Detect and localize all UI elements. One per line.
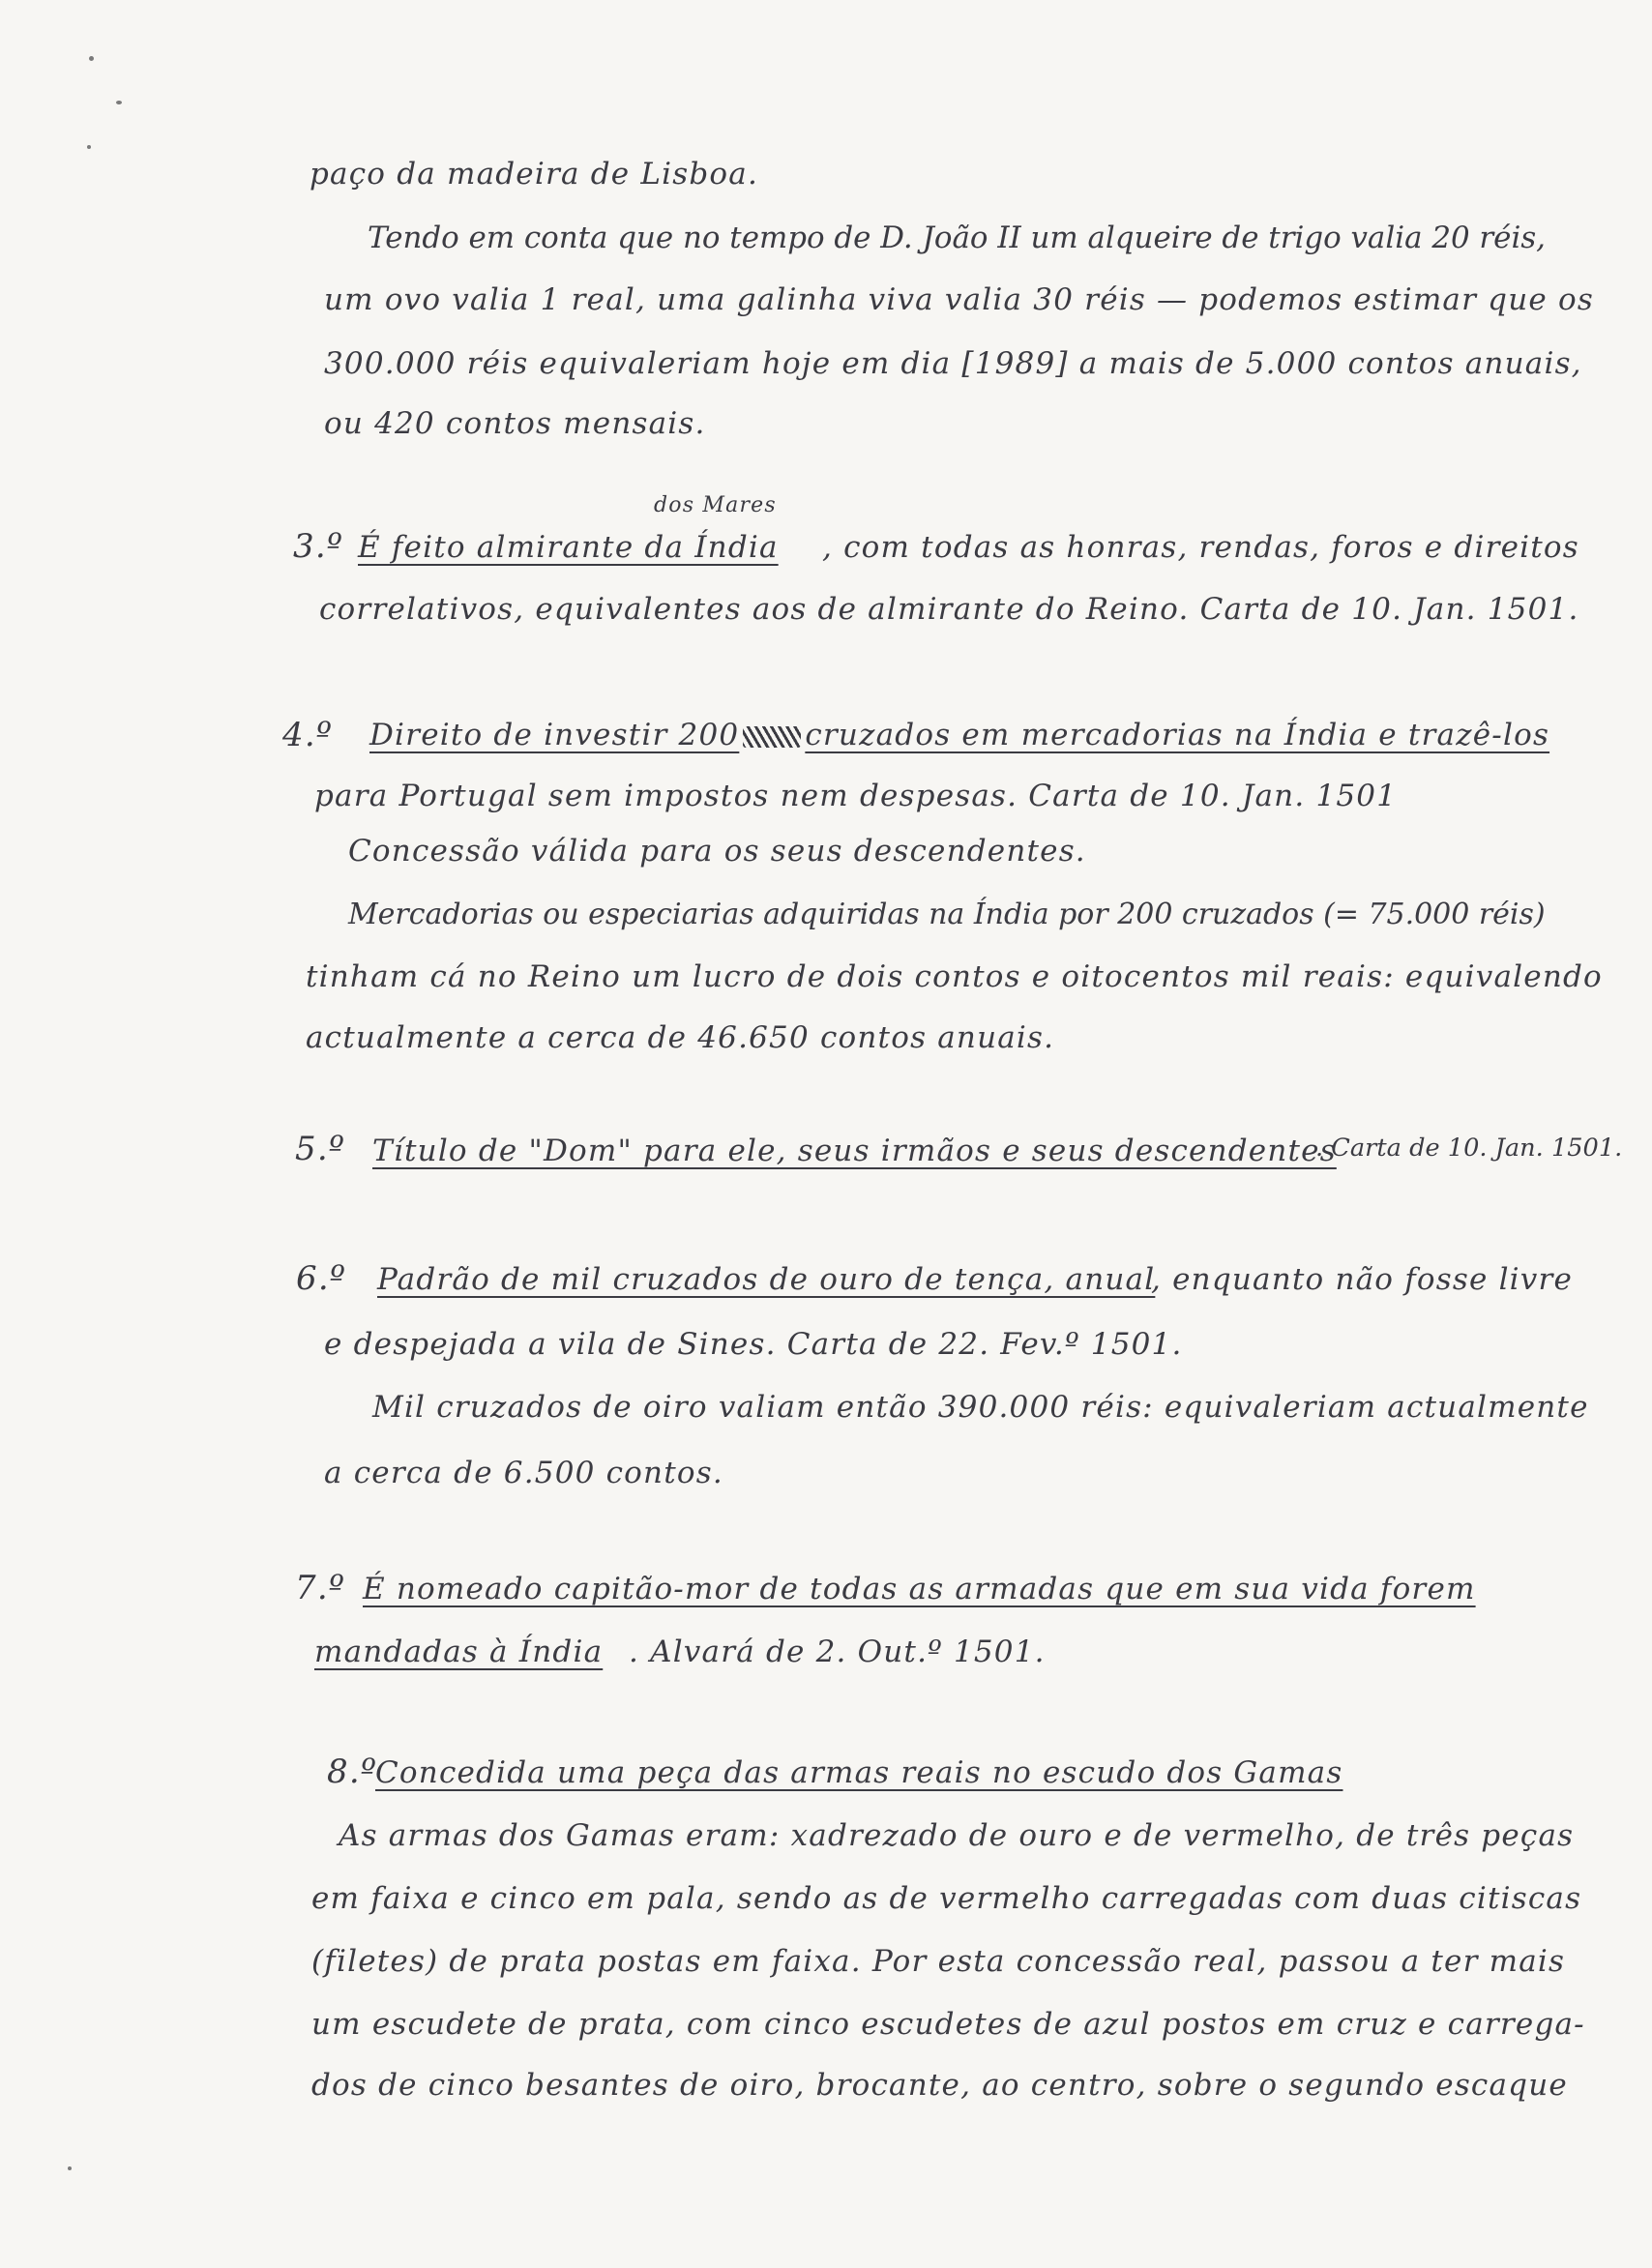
text-line: dos de cinco besantes de oiro, brocante, ao centro, sobre o segundo escaque bbox=[311, 2068, 1568, 2103]
text-line: Mil cruzados de oiro valiam então 390.000 réis: equivaleriam actualmente bbox=[372, 1390, 1589, 1425]
paper-speck bbox=[116, 101, 122, 104]
item-number: 7.º bbox=[295, 1569, 346, 1607]
paper-speck bbox=[89, 56, 94, 61]
text-line: . Alvará de 2. Out.º 1501. bbox=[629, 1635, 1046, 1669]
text-line: Concessão válida para os seus descendentes. bbox=[348, 834, 1086, 869]
item-heading bbox=[369, 718, 1549, 752]
item-heading-start: Direito de investir 200 bbox=[369, 718, 740, 752]
text-line: Tendo em conta que no tempo de D. João II um alqueire de trigo valia 20 réis, bbox=[368, 221, 1546, 255]
crossed-out-mark bbox=[743, 726, 801, 748]
item-heading-end: cruzados em mercadorias na Índia e trazê-los bbox=[805, 718, 1550, 752]
text-line: . Carta de 10. Jan. 1501. bbox=[1315, 1134, 1623, 1163]
text-line: , enquanto não fosse livre bbox=[1151, 1262, 1574, 1297]
text-line: correlativos, equivalentes aos de almirante do Reino. Carta de 10. Jan. 1501. bbox=[319, 592, 1579, 627]
text-line: As armas dos Gamas eram: xadrezado de ouro e de vermelho, de três peças bbox=[339, 1818, 1575, 1853]
text-line: um ovo valia 1 real, uma galinha viva valia 30 réis — podemos estimar que os bbox=[324, 282, 1594, 317]
paper-speck bbox=[87, 145, 91, 149]
item-number: 5.º bbox=[295, 1130, 346, 1168]
text-line: ou 420 contos mensais. bbox=[324, 406, 706, 441]
text-line: tinham cá no Reino um lucro de dois contos e oitocentos mil reais: equivalendo bbox=[306, 959, 1603, 994]
item-heading: Título de "Dom" para ele, seus irmãos e seus descendentes bbox=[372, 1134, 1337, 1168]
text-line: (filetes) de prata postas em faixa. Por esta concessão real, passou a ter mais bbox=[311, 1944, 1566, 1979]
item-heading: Concedida uma peça das armas reais no escudo dos Gamas bbox=[375, 1755, 1343, 1790]
paper-speck bbox=[68, 2166, 72, 2170]
item-number: 6.º bbox=[296, 1259, 347, 1298]
item-number: 3.º bbox=[293, 527, 344, 566]
text-line: , com todas as honras, rendas, foros e direitos bbox=[822, 530, 1579, 565]
text-line: em faixa e cinco em pala, sendo as de vermelho carregadas com duas citiscas bbox=[311, 1881, 1582, 1916]
text-line: para Portugal sem impostos nem despesas. Carta de 10. Jan. 1501 bbox=[314, 779, 1398, 813]
item-number: 8.º bbox=[327, 1753, 378, 1791]
text-line: Mercadorias ou especiarias adquiridas na Índia por 200 cruzados (= 75.000 réis) bbox=[348, 898, 1546, 931]
text-line: a cerca de 6.500 contos. bbox=[324, 1456, 723, 1490]
text-line: e despejada a vila de Sines. Carta de 22. Fev.º 1501. bbox=[324, 1327, 1183, 1362]
item-heading: É nomeado capitão-mor de todas as armadas que em sua vida forem bbox=[363, 1572, 1476, 1606]
text-line: um escudete de prata, com cinco escudetes de azul postos em cruz e carrega- bbox=[311, 2007, 1585, 2042]
item-heading-continued: mandadas à Índia bbox=[314, 1635, 604, 1669]
text-line: actualmente a cerca de 46.650 contos anuais. bbox=[306, 1020, 1055, 1055]
text-line: 300.000 réis equivaleriam hoje em dia [1989] a mais de 5.000 contos anuais, bbox=[324, 346, 1582, 381]
text-line: paço da madeira de Lisboa. bbox=[310, 157, 759, 191]
insertion-note: dos Mares bbox=[654, 493, 777, 517]
item-heading: É feito almirante da Índia bbox=[358, 530, 779, 565]
item-number: 4.º bbox=[282, 716, 334, 754]
item-heading: Padrão de mil cruzados de ouro de tença, anual bbox=[377, 1262, 1156, 1297]
